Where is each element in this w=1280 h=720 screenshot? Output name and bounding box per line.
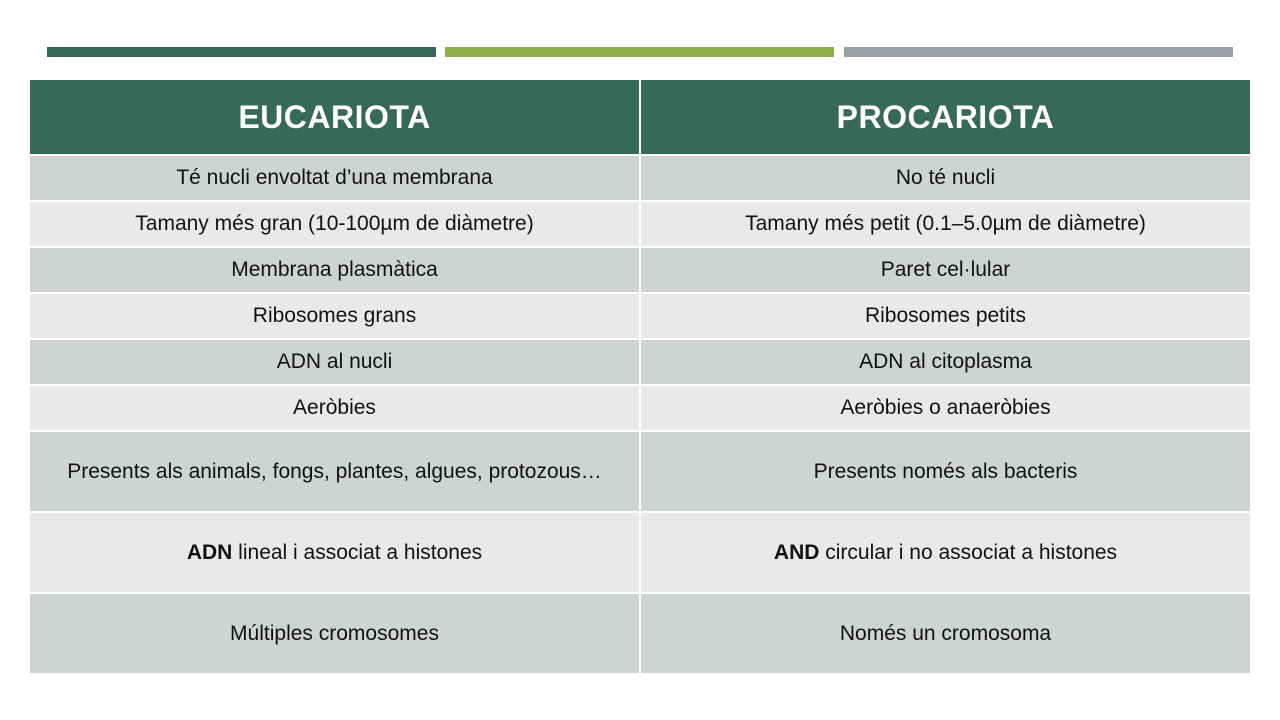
table-row [29,593,1251,674]
table-row [29,431,1251,512]
eucariota-cell: Presents als animals, fongs, plantes, algues, protozous… [29,431,640,512]
eucariota-cell: Aeròbies [29,385,640,431]
table-row [29,247,1251,293]
procariota-cell: No té nucli [640,155,1251,201]
procariota-cell: Paret cel·lular [640,247,1251,293]
eucariota-cell: ADN al nucli [29,339,640,385]
eucariota-bold-term: ADN [186,540,233,564]
table-row [29,155,1251,201]
eucariota-cell: Tamany més gran (10-100µm de diàmetre) [29,201,640,247]
procariota-cell: Aeròbies o anaeròbies [640,385,1251,431]
table-header-row [29,79,1251,155]
procariota-cell [640,512,1251,593]
procariota-cell: Tamany més petit (0.1–5.0µm de diàmetre) [640,201,1251,247]
table-row [29,512,1251,593]
table-row [29,201,1251,247]
table-row [29,385,1251,431]
procariota-cell: Ribosomes petits [640,293,1251,339]
procariota-cell: Només un cromosoma [640,593,1251,674]
accent-bar-dark-green [47,47,436,57]
procariota-cell: Presents només als bacteris [640,431,1251,512]
eucariota-cell [29,512,640,593]
header-eucariota: EUCARIOTA [29,79,640,155]
table-row [29,293,1251,339]
header-procariota: PROCARIOTA [640,79,1251,155]
table-row [29,339,1251,385]
comparison-table [28,78,1252,675]
accent-bar-gray [844,47,1233,57]
eucariota-cell: Té nucli envoltat d’una membrana [29,155,640,201]
eucariota-cell: Múltiples cromosomes [29,593,640,674]
procariota-bold-term: AND [773,540,820,564]
procariota-cell-text: circular i no associat a histones [819,540,1118,564]
procariota-cell: ADN al citoplasma [640,339,1251,385]
eucariota-cell-text: lineal i associat a histones [232,540,483,564]
eucariota-cell: Ribosomes grans [29,293,640,339]
accent-bar-light-green [445,47,834,57]
eucariota-cell: Membrana plasmàtica [29,247,640,293]
